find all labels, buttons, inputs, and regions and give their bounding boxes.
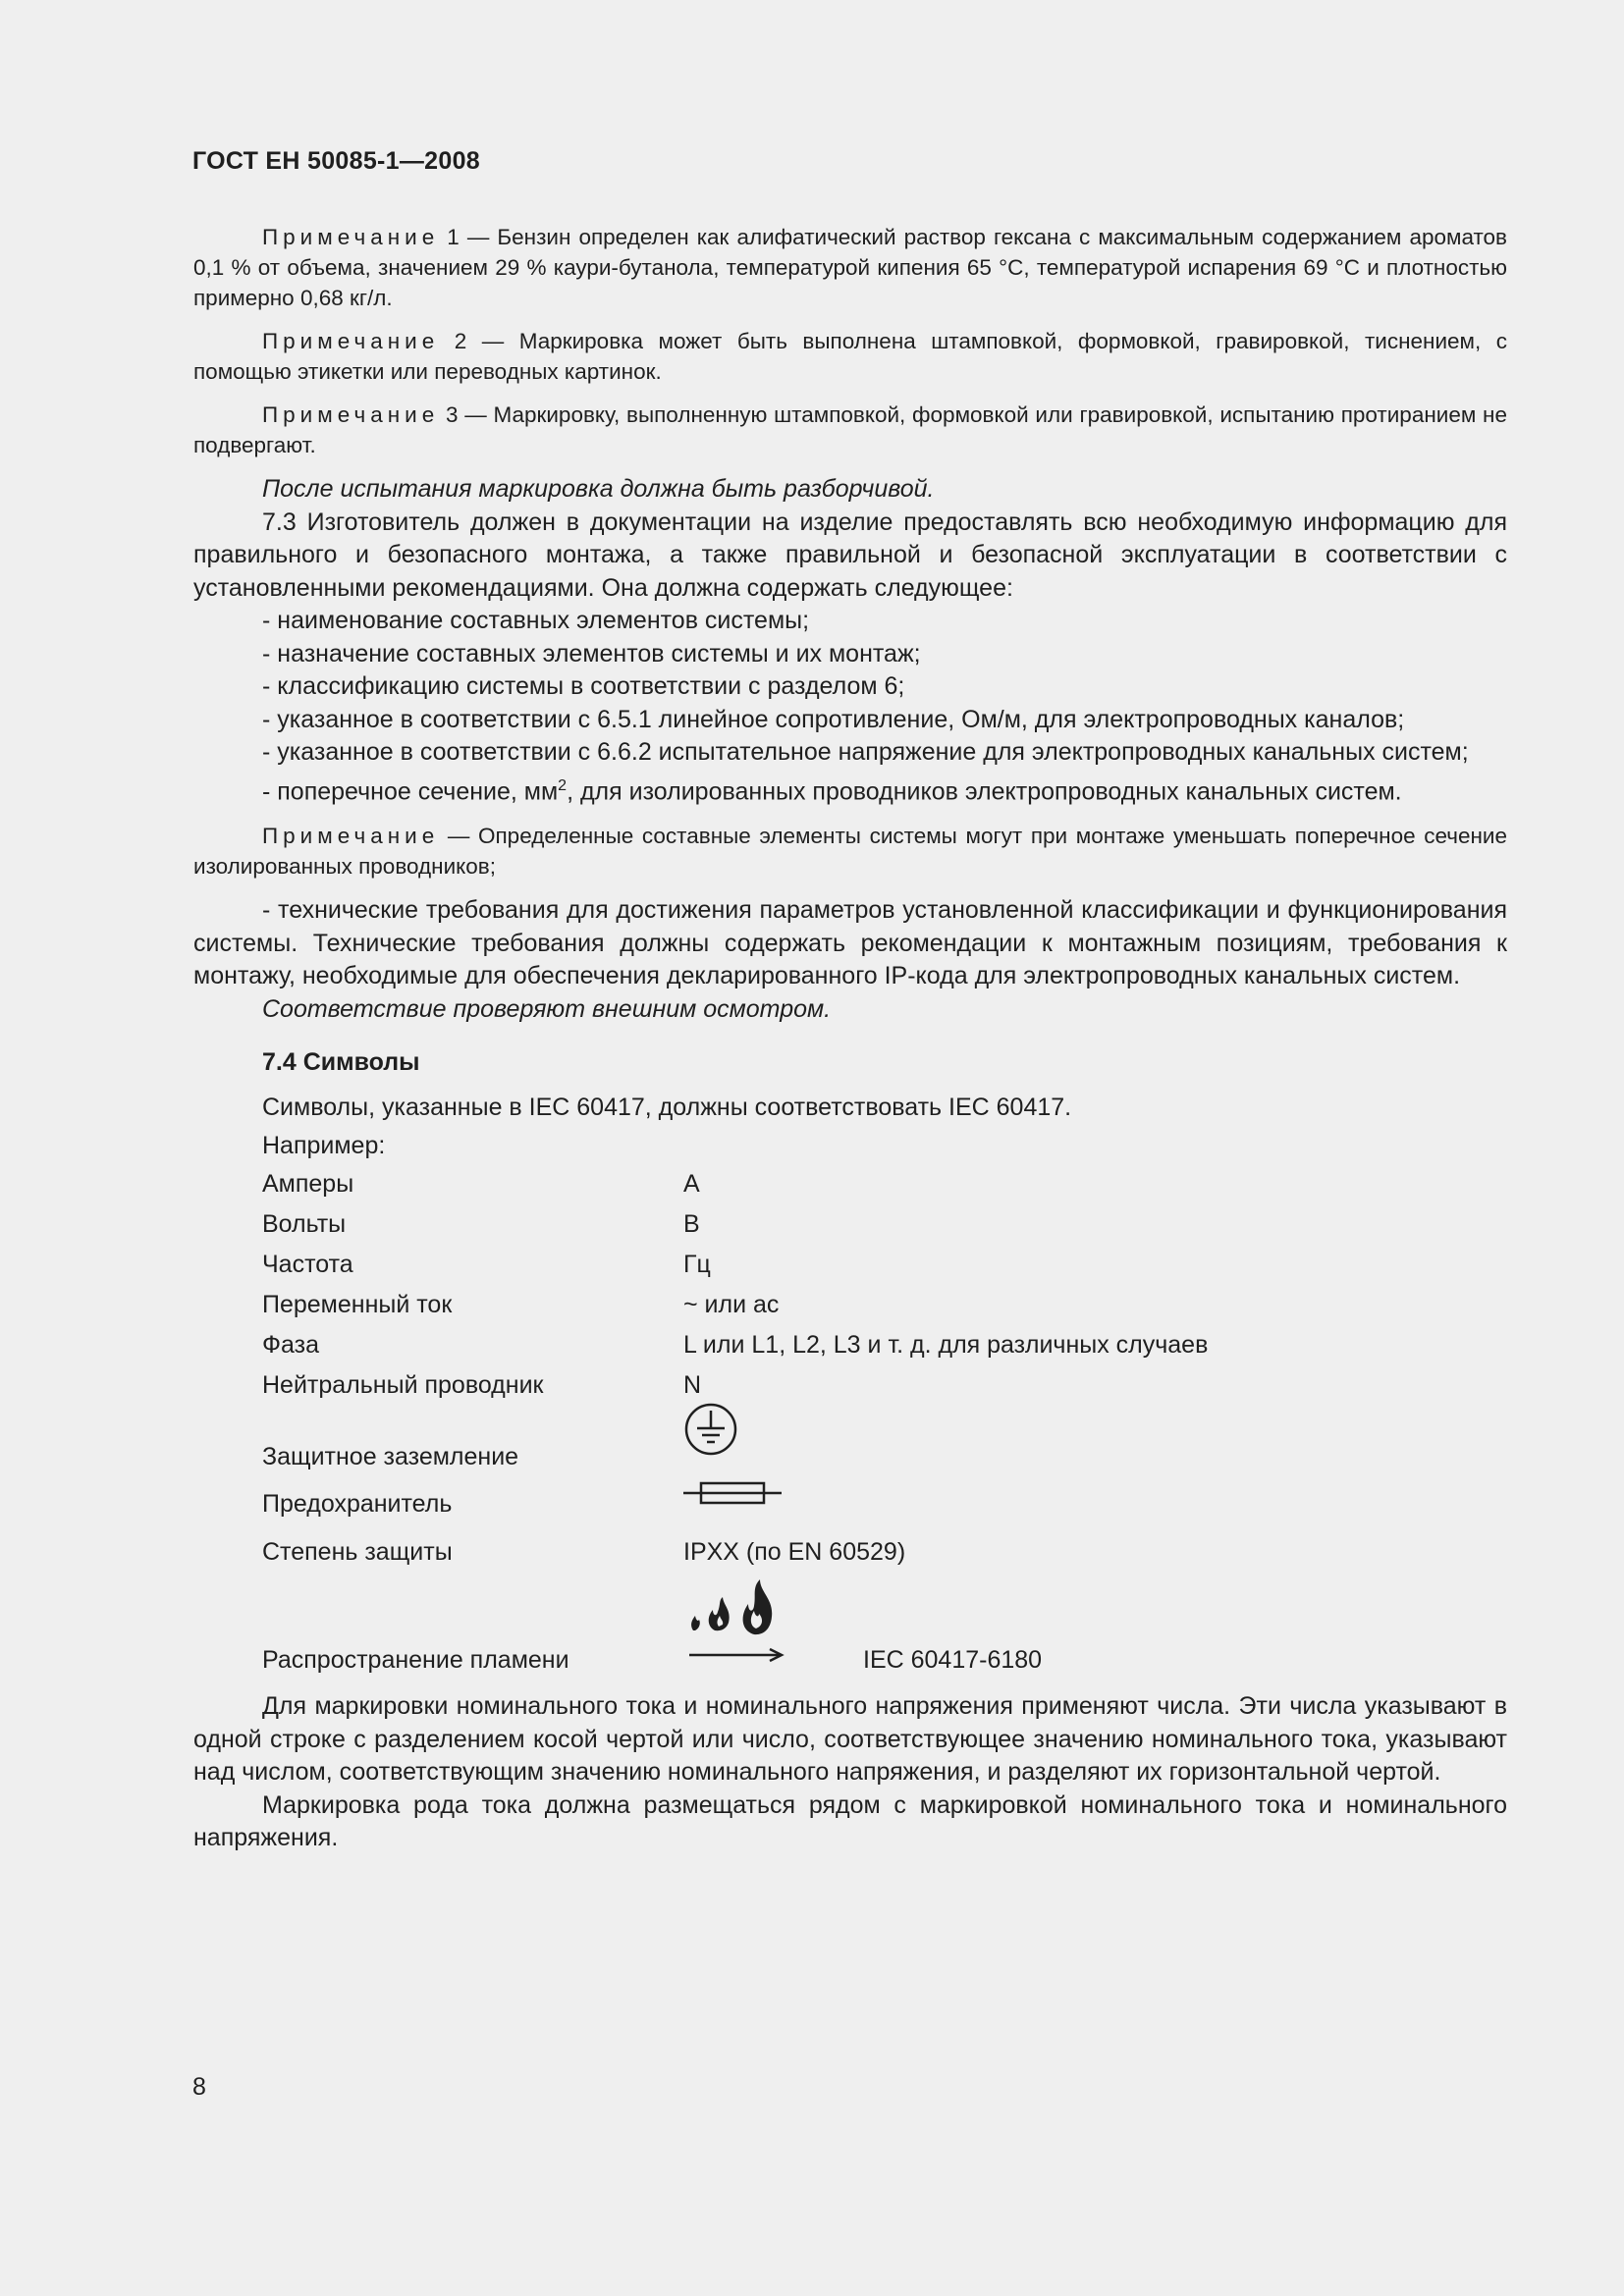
symbol-name: Частота: [262, 1251, 353, 1279]
note-text: 3 — Маркировку, выполненную штамповкой, формовкой или гравировкой, испытанию протиранием не подвергают.: [193, 402, 1507, 457]
symbol-name: Вольты: [262, 1210, 347, 1239]
symbol-name: Степень защиты: [262, 1538, 453, 1567]
symbol-value: L или L1, L2, L3 и т. д. для различных случаев: [683, 1331, 1209, 1360]
note-4: [193, 821, 1507, 881]
note-label: Примечание: [262, 329, 440, 353]
symbol-row: [262, 1208, 1507, 1249]
symbol-row: [262, 1249, 1507, 1289]
symbol-name: Распространение пламени: [262, 1646, 569, 1675]
list-item: - указанное в соответствии с 6.6.2 испытательное напряжение для электропроводных канальных систем;: [262, 738, 1469, 766]
symbol-value: ~ или ac: [683, 1291, 780, 1319]
note-2: [193, 326, 1507, 387]
list-item-cross-section: [193, 770, 1507, 809]
symbol-name: Защитное заземление: [262, 1443, 519, 1471]
closing-paragraph: Для маркировки номинального тока и номинального напряжения применяют числа. Эти числа указывают в одной строке с разделением косой чертой или число, соответствующее значению номинального тока, указывают над числом, соответствующим значению номинального напряжения, и разделяют их горизонтальной чертой.: [193, 1692, 1507, 1787]
symbol-value: Гц: [683, 1251, 711, 1279]
fuse-icon: [683, 1478, 782, 1517]
symbol-value: IPXX (по EN 60529): [683, 1538, 906, 1567]
symbol-value: B: [683, 1210, 700, 1239]
list-item-technical: - технические требования для достижения параметров установленной классификации и функционирования системы. Технические требования должны содержать рекомендации к монтажным позициям, требования к монтажу, необходимые для обеспечения декларированного IP-кода для электропроводных канальных систем.: [193, 896, 1507, 990]
document-header: ГОСТ ЕН 50085-1—2008: [192, 147, 480, 175]
note-label: Примечание: [262, 402, 440, 427]
note-label: Примечание: [262, 824, 440, 849]
symbol-name: Амперы: [262, 1170, 354, 1199]
symbol-value: IEC 60417-6180: [863, 1646, 1043, 1675]
list-item: - указанное в соответствии с 6.5.1 линейное сопротивление, Ом/м, для электропроводных каналов;: [262, 705, 1405, 733]
symbol-value: A: [683, 1170, 700, 1199]
page-number: 8: [192, 2073, 206, 2101]
symbol-name: Нейтральный проводник: [262, 1371, 544, 1400]
symbol-row-flame: [262, 1569, 1507, 1677]
note-1: [193, 222, 1507, 313]
example-label: Например:: [262, 1132, 386, 1160]
section-7-4-title: 7.4 Символы: [262, 1048, 420, 1077]
symbol-row-fuse: [262, 1473, 1507, 1521]
symbol-row: [262, 1369, 1507, 1405]
superscript: 2: [558, 776, 568, 794]
symbol-name: Фаза: [262, 1331, 319, 1360]
inspection-paragraph: Соответствие проверяют внешним осмотром.: [262, 994, 832, 1023]
note-text: — Определенные составные элементы системы могут при монтаже уменьшать поперечное сечение изолированных проводников;: [193, 824, 1507, 880]
symbol-row: [262, 1289, 1507, 1329]
after-test-paragraph: После испытания маркировка должна быть разборчивой.: [262, 475, 935, 503]
closing-paragraph: Маркировка рода тока должна размещаться рядом с маркировкой номинального тока и номинального напряжения.: [193, 1790, 1507, 1852]
symbol-row-protection: [262, 1521, 1507, 1569]
symbol-row: [262, 1329, 1507, 1369]
section-7-4-intro: Символы, указанные в IEC 60417, должны соответствовать IEC 60417.: [262, 1094, 1072, 1122]
clause-7-3: 7.3 Изготовитель должен в документации на изделие предоставлять всю необходимую информацию для правильного и безопасного монтажа, а также правильной и безопасной эксплуатации в соответствии с установленными рекомендациями. Она должна содержать следующее:: [193, 507, 1507, 602]
item-text: , для изолированных проводников электропроводных канальных систем.: [567, 776, 1402, 805]
protective-earth-icon: [683, 1402, 738, 1466]
note-3: [193, 400, 1507, 460]
list-item: - наименование составных элементов системы;: [262, 607, 810, 634]
symbol-row: [262, 1168, 1507, 1208]
note-text: 1 — Бензин определен как алифатический раствор гексана с максимальным содержанием ароматов 0,1 % от объема, значением 29 % каури-бутанола, температурой кипения 65 °C, температурой испарения 69 °C и плотностью примерно 0,68 кг/л.: [193, 225, 1507, 310]
symbol-row-earth: [262, 1405, 1507, 1473]
note-label: Примечание: [262, 225, 440, 249]
note-text: 2 — Маркировка может быть выполнена штамповкой, формовкой, гравировкой, тиснением, с помощью этикетки или переводных картинок.: [193, 329, 1507, 384]
list-item: - классификацию системы в соответствии с разделом 6;: [262, 672, 905, 700]
page-content: [193, 222, 1507, 1855]
symbol-name: Переменный ток: [262, 1291, 453, 1319]
list-item: - назначение составных элементов системы и их монтаж;: [262, 639, 921, 667]
item-text: - поперечное сечение, мм: [262, 776, 559, 805]
flame-spread-icon: [683, 1579, 791, 1677]
symbol-name: Предохранитель: [262, 1490, 453, 1519]
symbol-value: N: [683, 1371, 702, 1400]
